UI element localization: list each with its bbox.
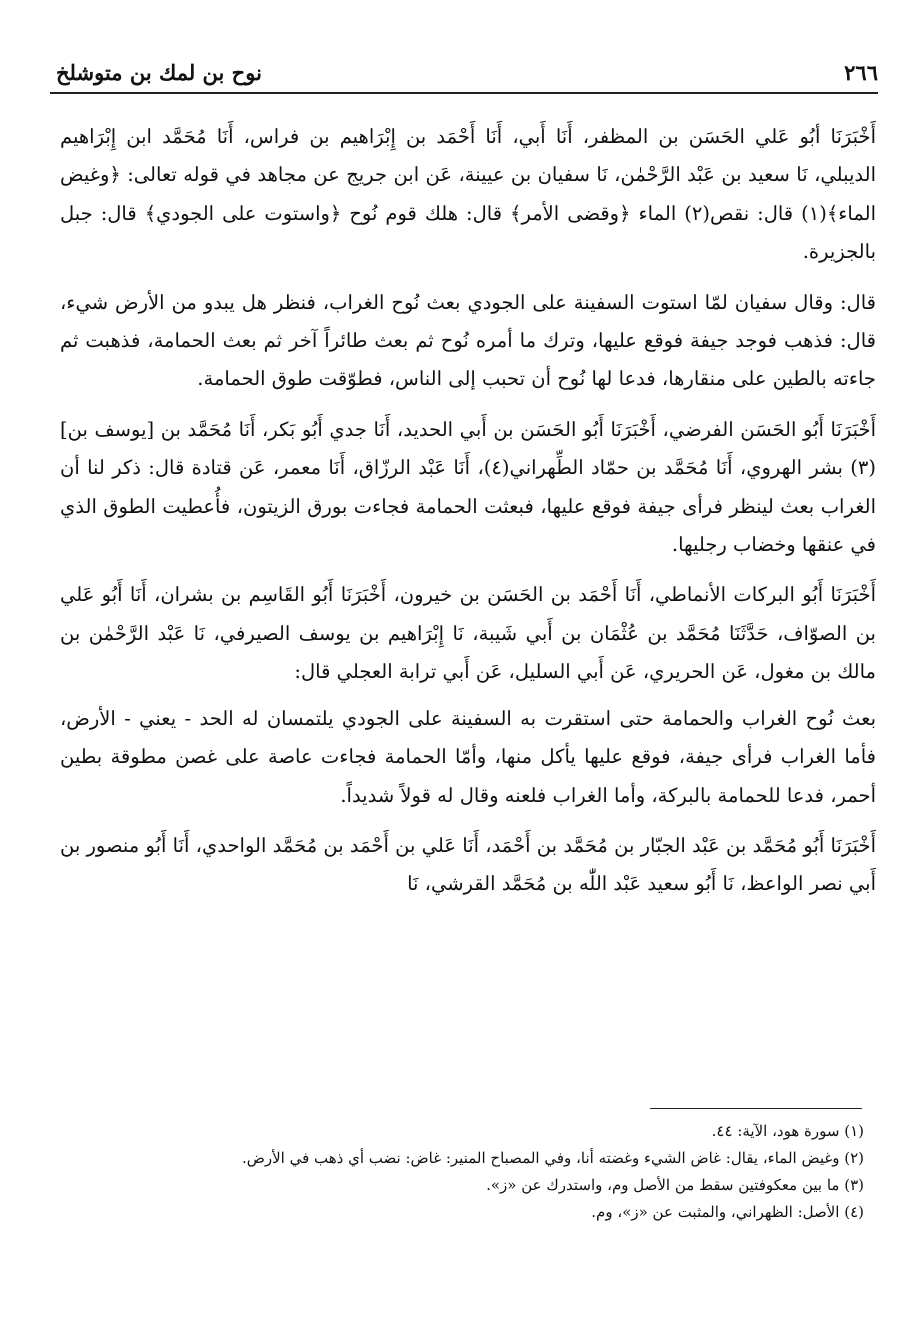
header-divider: [50, 92, 878, 94]
paragraph-6: أَخْبَرَنَا أَبُو مُحَمَّد بن عَبْد الجبّار بن مُحَمَّد بن أَحْمَد، أَنَا عَلي بن أَحْمَد بن مُحَمَّد الواحدي، أَنَا أَبُو منصور بن أَبي نصر الواعظ، نَا أَبُو سعيد عَبْد اللّٰه بن مُحَمَّد القرشي، نَا: [60, 833, 876, 896]
page-header: [52, 52, 878, 92]
running-title: نوح بن لمك بن متوشلخ: [56, 60, 262, 85]
paragraph-4: أَخْبَرَنَا أَبُو البركات الأنماطي، أَنَا أَحْمَد بن الحَسَن بن خيرون، أَخْبَرَنَا أَبُو القَاسِم بن بشران، أَنَا أَبُو عَلي بن الصوّاف، حَدَّثَنَا مُحَمَّد بن عُثْمَان بن أَبي شَيبة، نَا إِبْرَاهيم بن يوسف الصيرفي، نَا عَبْد الرَّحْمٰن بن مالك بن مغول، عَن الحريري، عَن أَبي السليل، عَن أَبي ترابة العجلي قال:: [60, 583, 876, 684]
paragraph-1: أَخْبَرَنَا أبُو عَلي الحَسَن بن المظفر، أَنَا أَبي، أَنَا أَحْمَد بن إِبْرَاهيم بن فراس، أَنَا مُحَمَّد ابن إِبْرَاهيم الديبلي، نَا سعيد بن عَبْد الرَّحْمٰن، نَا سفيان بن عيينة، عَن ابن جريج عن مجاهد في قوله تعالى: ﴿وغيض الماء﴾(١) قال: نقص(٢) الماء ﴿وقضى الأمر﴾ قال: هلك قوم نُوح ﴿واستوت على الجودي﴾ قال: جبل بالجزيرة.: [60, 125, 876, 264]
main-text: [60, 118, 876, 916]
paragraph-3: أَخْبَرَنَا أَبُو الحَسَن الفرضي، أَخْبَرَنَا أَبُو الحَسَن بن أَبي الحديد، أَنَا جدي أَبُو بَكر، أَنَا مُحَمَّد بن [يوسف بن](٣) بشر الهروي، أَنَا مُحَمَّد بن حمّاد الطِّهراني(٤)، أَنَا عَبْد الرزّاق، أَنَا معمر، عَن قتادة قال: ذكر لنا أن الغراب بعث لينظر فرأى جيفة فوقع عليها، فبعثت الحمامة فجاءت بورق الزيتون، فأُعطيت الطوق الذي في عنقها وخضاب رجليها.: [60, 417, 876, 557]
paragraph-2: قال: وقال سفيان لمّا استوت السفينة على الجودي بعث نُوح الغراب، فنظر هل يبدو من الأرض شيء، قال: فذهب فوجد جيفة فوقع عليها، وترك ما أمره نُوح ثم بعث طائراً آخر ثم بعث الحمامة، فذهبت ثم جاءته بالطين على منقارها، فدعا لها نُوح أن تحبب إلى الناس، فطوّقت طوق الحمامة.: [60, 290, 876, 391]
footnote-4: (٤) الأصل: الظهراني، والمثبت عن «ز»، وم.: [591, 1203, 864, 1221]
footnote-divider: [650, 1108, 862, 1109]
paragraph-5: بعث نُوح الغراب والحمامة حتى استقرت به السفينة على الجودي يلتمسان له الحد - يعني - الأرض، فأما الغراب فرأى جيفة، فوقع عليها يأكل منها، وأمّا الحمامة فجاءت عاصة على غصن مطوقة بطين أحمر، فدعا للحمامة بالبركة، وأما الغراب فلعنه وقال له قولاً شديداً.: [60, 706, 876, 807]
page-number: ٢٦٦: [844, 60, 878, 85]
footnote-2: (٢) وغيض الماء، يقال: غاض الشيء وغضته أنا، وفي المصباح المنير: غاض: نضب أي ذهب في الأرض.: [241, 1149, 864, 1167]
footnotes: [60, 1118, 864, 1226]
footnote-3: (٣) ما بين معكوفتين سقط من الأصل وم، واستدرك عن «ز».: [486, 1176, 864, 1194]
footnote-1: (١) سورة هود، الآية: ٤٤.: [711, 1122, 864, 1140]
